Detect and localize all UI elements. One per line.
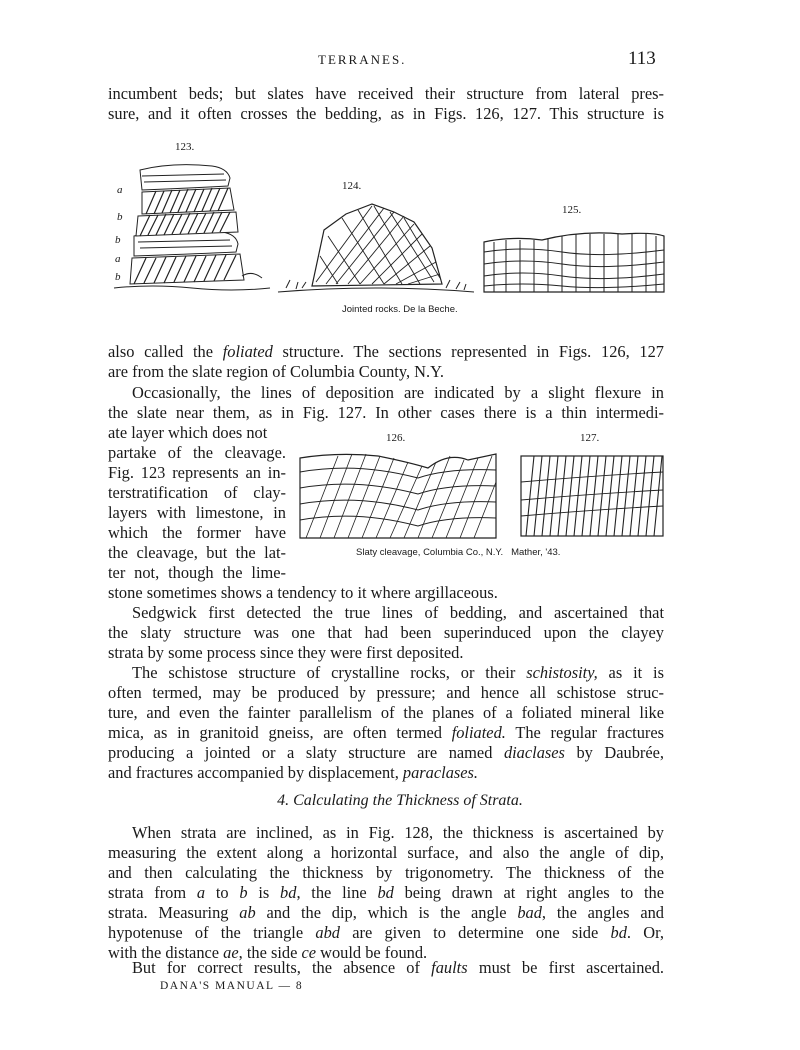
body-line: The schistose structure of crystalline rocks, or their schistosity, as it is [132, 663, 664, 682]
signature-mark: DANA'S MANUAL — 8 [160, 980, 304, 992]
body-line: strata from a to b is bd, the line bd being drawn at right angles to the [108, 883, 664, 902]
running-title: TERRANES. [318, 52, 407, 67]
running-header [0, 50, 800, 76]
body-line: ter not, though the lime- [108, 563, 286, 582]
figure-125-number: 125. [562, 204, 582, 216]
figure-126-illustration [298, 448, 498, 540]
body-line: with the distance ae, the side ce would be found. [108, 943, 428, 962]
figure-124-number: 124. [342, 180, 362, 192]
body-line: Fig. 123 represents an in- [108, 463, 286, 482]
body-line: the cleavage, but the lat- [108, 543, 286, 562]
figure-123-illustration [112, 158, 272, 298]
body-line: also called the foliated structure. The sections represented in Figs. 126, 127 [108, 342, 664, 361]
body-line: and then calculating the thickness by trigonometry. The thickness of the [108, 863, 664, 882]
body-line: Occasionally, the lines of deposition are indicated by a slight flexure in [132, 383, 664, 402]
figure-127-number: 127. [580, 432, 600, 444]
figure-125-illustration [482, 216, 666, 294]
body-line: hypotenuse of the triangle abd are given to determine one side bd. Or, [108, 923, 664, 942]
body-line: partake of the cleavage. [108, 443, 286, 462]
body-line: layers with limestone, in [108, 503, 286, 522]
body-line: Sedgwick first detected the true lines of bedding, and ascertained that [132, 603, 664, 622]
figure-caption-bottom: Slaty cleavage, Columbia Co., N.Y. Mather, '43. [356, 547, 561, 558]
figure-124-illustration [276, 196, 476, 300]
body-line: terstratification of clay- [108, 483, 286, 502]
body-line: which the former have [108, 523, 286, 542]
body-line: sure, and it often crosses the bedding, as in Figs. 126, 127. This structure is [108, 104, 664, 123]
body-line: incumbent beds; but slates have received their structure from lateral pres- [108, 84, 664, 103]
fig123-label: b [117, 211, 123, 223]
figure-126-number: 126. [386, 432, 406, 444]
body-line: producing a jointed or a slaty structure are named diaclases by Daubrée, [108, 743, 665, 762]
body-line: ate layer which does not [108, 423, 268, 442]
body-line: often termed, may be produced by pressure; and hence all schistose struc- [108, 683, 664, 702]
figure-127-illustration [520, 454, 664, 538]
body-line: ture, and even the fainter parallelism of the planes of a foliated mineral like [108, 703, 664, 722]
body-line: the slate near them, as in Fig. 127. In other cases there is a thin intermedi- [108, 403, 664, 422]
fig123-label: a [115, 253, 121, 265]
figure-caption-top: Jointed rocks. De la Beche. [342, 304, 458, 315]
body-line: When strata are inclined, as in Fig. 128, the thickness is ascertained by [132, 823, 664, 842]
section-heading: 4. Calculating the Thickness of Strata. [277, 792, 523, 809]
fig123-label: a [117, 184, 123, 196]
body-line: stone sometimes shows a tendency to it where argillaceous. [108, 583, 498, 602]
page-number: 113 [628, 48, 656, 69]
body-line: and fractures accompanied by displacement, paraclases. [108, 763, 479, 782]
figure-123-number: 123. [175, 141, 195, 153]
body-line: But for correct results, the absence of faults must be first ascertained. [132, 958, 664, 977]
body-line: strata. Measuring ab and the dip, which is the angle bad, the angles and [108, 903, 664, 922]
body-line: the slaty structure was one that had been superinduced upon the clayey [108, 623, 664, 642]
fig123-label: b [115, 271, 121, 283]
body-line: are from the slate region of Columbia County, N.Y. [108, 362, 444, 381]
fig123-label: b [115, 234, 121, 246]
body-line: mica, as in granitoid gneiss, are often termed foliated. The regular fractures [108, 723, 665, 742]
body-line: measuring the extent along a horizontal surface, and also the angle of dip, [108, 843, 664, 862]
body-line: strata by some process since they were first deposited. [108, 643, 464, 662]
